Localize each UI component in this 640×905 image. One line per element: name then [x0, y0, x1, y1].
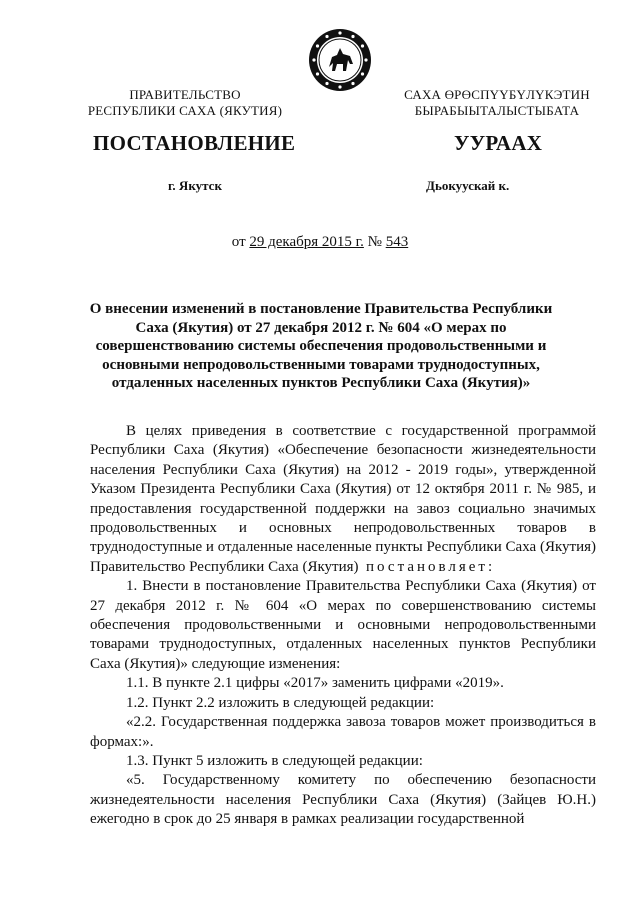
city-yakut: Дьокуускай к. [426, 178, 510, 193]
org-line: ПРАВИТЕЛЬСТВО [129, 87, 241, 102]
item-1-3: 1.3. Пункт 5 изложить в следующей редакции: [126, 752, 423, 769]
item-1-2-quote: «2.2. Государственная поддержка завоза товаров может производиться в формах:». [90, 714, 596, 750]
intro-text: В целях приведения в соответствие с государственной программой Республики Саха (Якутия) «Обеспечение безопасности жизнедеятельности населения Республики Саха (Якутия) на 2012 - 2019 годы», утвержденной Указом Президента Республики Саха (Якутия) от 12 октября 2011 г. № 985, и предоставления государственной поддержки на завоз социально значимых продовольственных и основных непродовольственных товаров в труднодоступные и отдаленные населенные пункты Республики Саха (Якутия) Правительство Республики Саха (Якутия) [90, 423, 596, 575]
coat-of-arms-icon [307, 27, 373, 93]
item-1: 1. Внести в постановление Правительства Республики Саха (Якутия) от 27 декабря 2012 г. № 604 «О мерах по совершенствованию системы обеспечения продовольственными и основными непродовольственными товарами труднодоступных, отдаленных населенных пунктов Республики Саха (Якутия)» следующие изменения: [90, 578, 596, 672]
city-russian: г. Якутск [168, 178, 222, 193]
document-number: 543 [385, 234, 409, 250]
org-line: РЕСПУБЛИКИ САХА (ЯКУТИЯ) [87, 103, 283, 118]
document-type-russian: ПОСТАНОВЛЕНИЕ [93, 131, 296, 155]
org-line: БЫРАБЫЫТАЛЫСТЫБАТА [414, 103, 580, 118]
intro-paragraph [90, 422, 596, 577]
coat-of-arms-emblem [307, 27, 373, 93]
number-sign: № [367, 234, 382, 250]
organization-name-russian [80, 87, 290, 119]
document-title: О внесении изменений в постановление Правительства Республики Саха (Якутия) от 27 декабря 2012 г. № 604 «О мерах по совершенствованию системы обеспечения продовольственными и основными непродовольственными товарами труднодоступных, отдаленных населенных пунктов Республики Саха (Якутия)» [89, 301, 553, 391]
document-body [90, 422, 596, 830]
resolves-word: постановляет: [366, 558, 496, 575]
org-line: САХА ӨРӨСПҮҮБҮЛҮКЭТИН [404, 87, 590, 102]
item-1-1: 1.1. В пункте 2.1 цифры «2017» заменить цифрами «2019». [126, 675, 504, 692]
document-date: 29 декабря 2015 г. [249, 234, 364, 250]
organization-name-yakut [392, 87, 602, 119]
item-1-2: 1.2. Пункт 2.2 изложить в следующей редакции: [126, 694, 435, 711]
document-type-yakut: УУРААХ [454, 131, 543, 155]
item-1-3-quote: «5. Государственному комитету по обеспечению безопасности жизнедеятельности населения Республики Саха (Якутия) (Зайцев Ю.Н.) ежегодно в срок до 25 января в рамках реализации государственной [90, 772, 596, 828]
document-date-line [0, 234, 640, 251]
date-prefix: от [231, 234, 246, 250]
